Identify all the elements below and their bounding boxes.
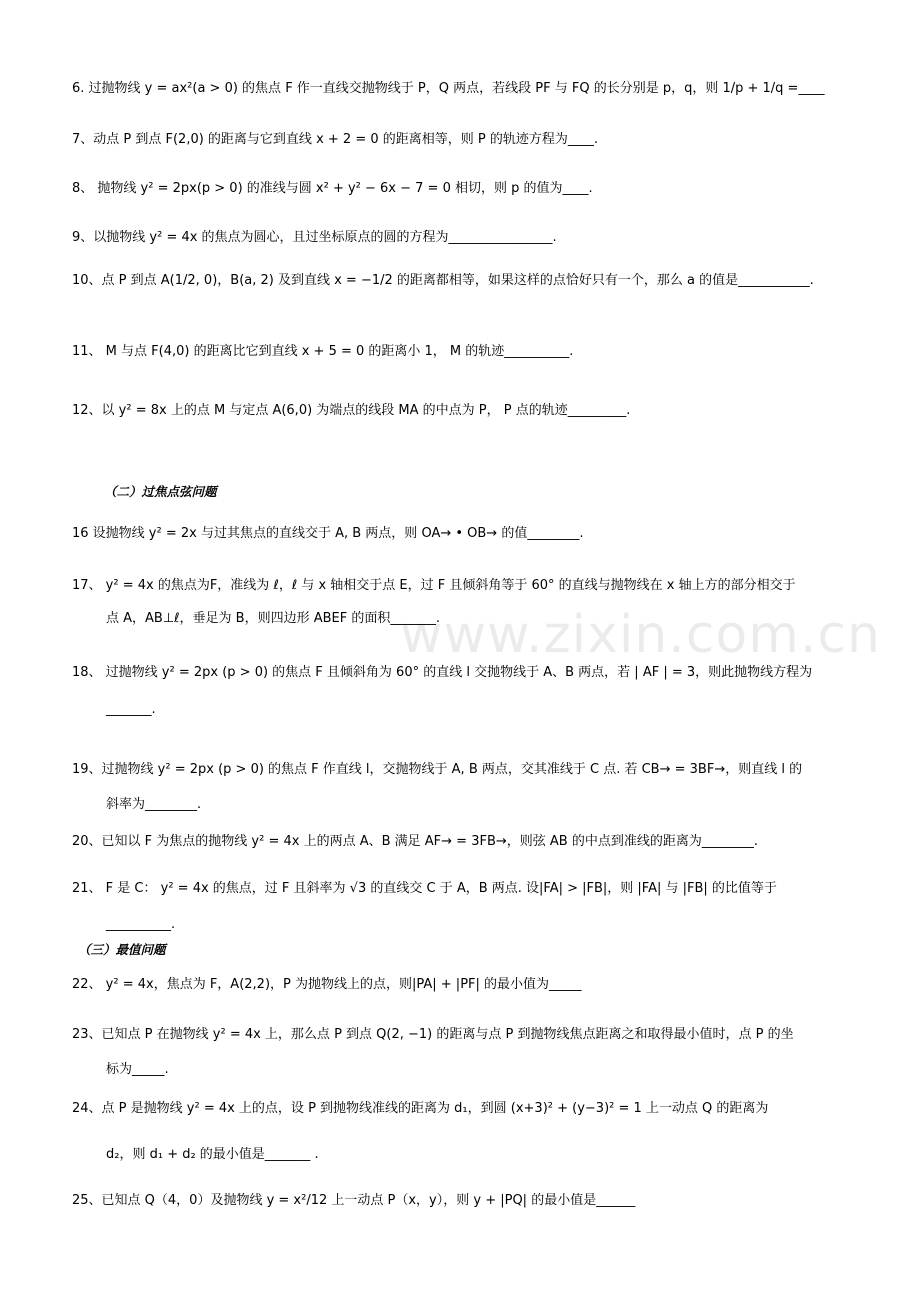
- problem-18-line-1: 18、 过抛物线 y² = 2px (p > 0) 的焦点 F 且倾斜角为 60° 的直线 l 交抛物线于 A、B 两点，若 | AF | = 3，则此抛物线方程为: [72, 665, 813, 680]
- problem-12: 12、以 y² = 8x 上的点 M 与定点 A(6,0) 为端点的线段 MA 的中点为 P， P 点的轨迹_________.: [72, 403, 631, 418]
- section-heading-2: （二）过焦点弦问题: [104, 484, 217, 499]
- problem-22: 22、 y² = 4x，焦点为 F，A(2,2)，P 为抛物线上的点，则|PA| + |PF| 的最小值为_____: [72, 977, 582, 992]
- section-heading-3: （三）最值问题: [78, 942, 166, 957]
- problem-20: 20、已知以 F 为焦点的抛物线 y² = 4x 上的两点 A、B 满足 AF→ = 3FB→，则弦 AB 的中点到准线的距离为________.: [72, 834, 758, 849]
- problem-9: 9、以抛物线 y² = 4x 的焦点为圆心，且过坐标原点的圆的方程为________________.: [72, 230, 557, 245]
- problem-10: 10、点 P 到点 A(1/2, 0)，B(a, 2) 及到直线 x = −1/2 的距离都相等，如果这样的点恰好只有一个，那么 a 的值是___________.: [72, 273, 814, 288]
- problem-8: 8、 抛物线 y² = 2px(p > 0) 的准线与圆 x² + y² − 6x − 7 = 0 相切，则 p 的值为____.: [72, 181, 593, 196]
- problem-16: 16 设抛物线 y² = 2x 与过其焦点的直线交于 A, B 两点，则 OA→ • OB→ 的值________.: [72, 526, 584, 541]
- problem-25: 25、已知点 Q（4，0）及抛物线 y = x²/12 上一动点 P（x，y），则 y + |PQ| 的最小值是______: [72, 1193, 636, 1208]
- problem-21-line-1: 21、 F 是 C： y² = 4x 的焦点，过 F 且斜率为 √3 的直线交 C 于 A，B 两点. 设|FA| > |FB|，则 |FA| 与 |FB| 的比值等于: [72, 881, 777, 896]
- problem-11: 11、 M 与点 F(4,0) 的距离比它到直线 x + 5 = 0 的距离小 1， M 的轨迹__________.: [72, 344, 574, 359]
- problem-19-line-2: 斜率为________.: [106, 797, 202, 812]
- problem-23-line-2: 标为_____.: [106, 1062, 169, 1077]
- problem-24-line-1: 24、点 P 是抛物线 y² = 4x 上的点，设 P 到抛物线准线的距离为 d₁，到圆 (x+3)² + (y−3)² = 1 上一动点 Q 的距离为: [72, 1101, 769, 1116]
- problem-17-line-1: 17、 y² = 4x 的焦点为F，准线为 ℓ，ℓ 与 x 轴相交于点 E，过 F 且倾斜角等于 60° 的直线与抛物线在 x 轴上方的部分相交于: [72, 578, 796, 593]
- problem-7: 7、动点 P 到点 F(2,0) 的距离与它到直线 x + 2 = 0 的距离相等，则 P 的轨迹方程为____.: [72, 132, 598, 147]
- problem-21-line-2: __________.: [106, 917, 176, 932]
- problem-23-line-1: 23、已知点 P 在抛物线 y² = 4x 上，那么点 P 到点 Q(2, −1) 的距离与点 P 到抛物线焦点距离之和取得最小值时，点 P 的坐: [72, 1027, 794, 1042]
- problem-6: 6. 过抛物线 y = ax²(a > 0) 的焦点 F 作一直线交抛物线于 P，Q 两点，若线段 PF 与 FQ 的长分别是 p，q，则 1/p + 1/q =____: [72, 81, 825, 96]
- problem-19-line-1: 19、过抛物线 y² = 2px (p > 0) 的焦点 F 作直线 l，交抛物线于 A, B 两点，交其准线于 C 点. 若 CB→ = 3BF→，则直线 l 的: [72, 762, 803, 777]
- problem-24-line-2: d₂，则 d₁ + d₂ 的最小值是_______ .: [106, 1147, 319, 1162]
- watermark: www.zixin.com.cn: [400, 605, 881, 665]
- problem-18-line-2: _______.: [106, 702, 156, 717]
- problem-17-line-2: 点 A，AB⊥ℓ，垂足为 B，则四边形 ABEF 的面积_______.: [106, 611, 440, 626]
